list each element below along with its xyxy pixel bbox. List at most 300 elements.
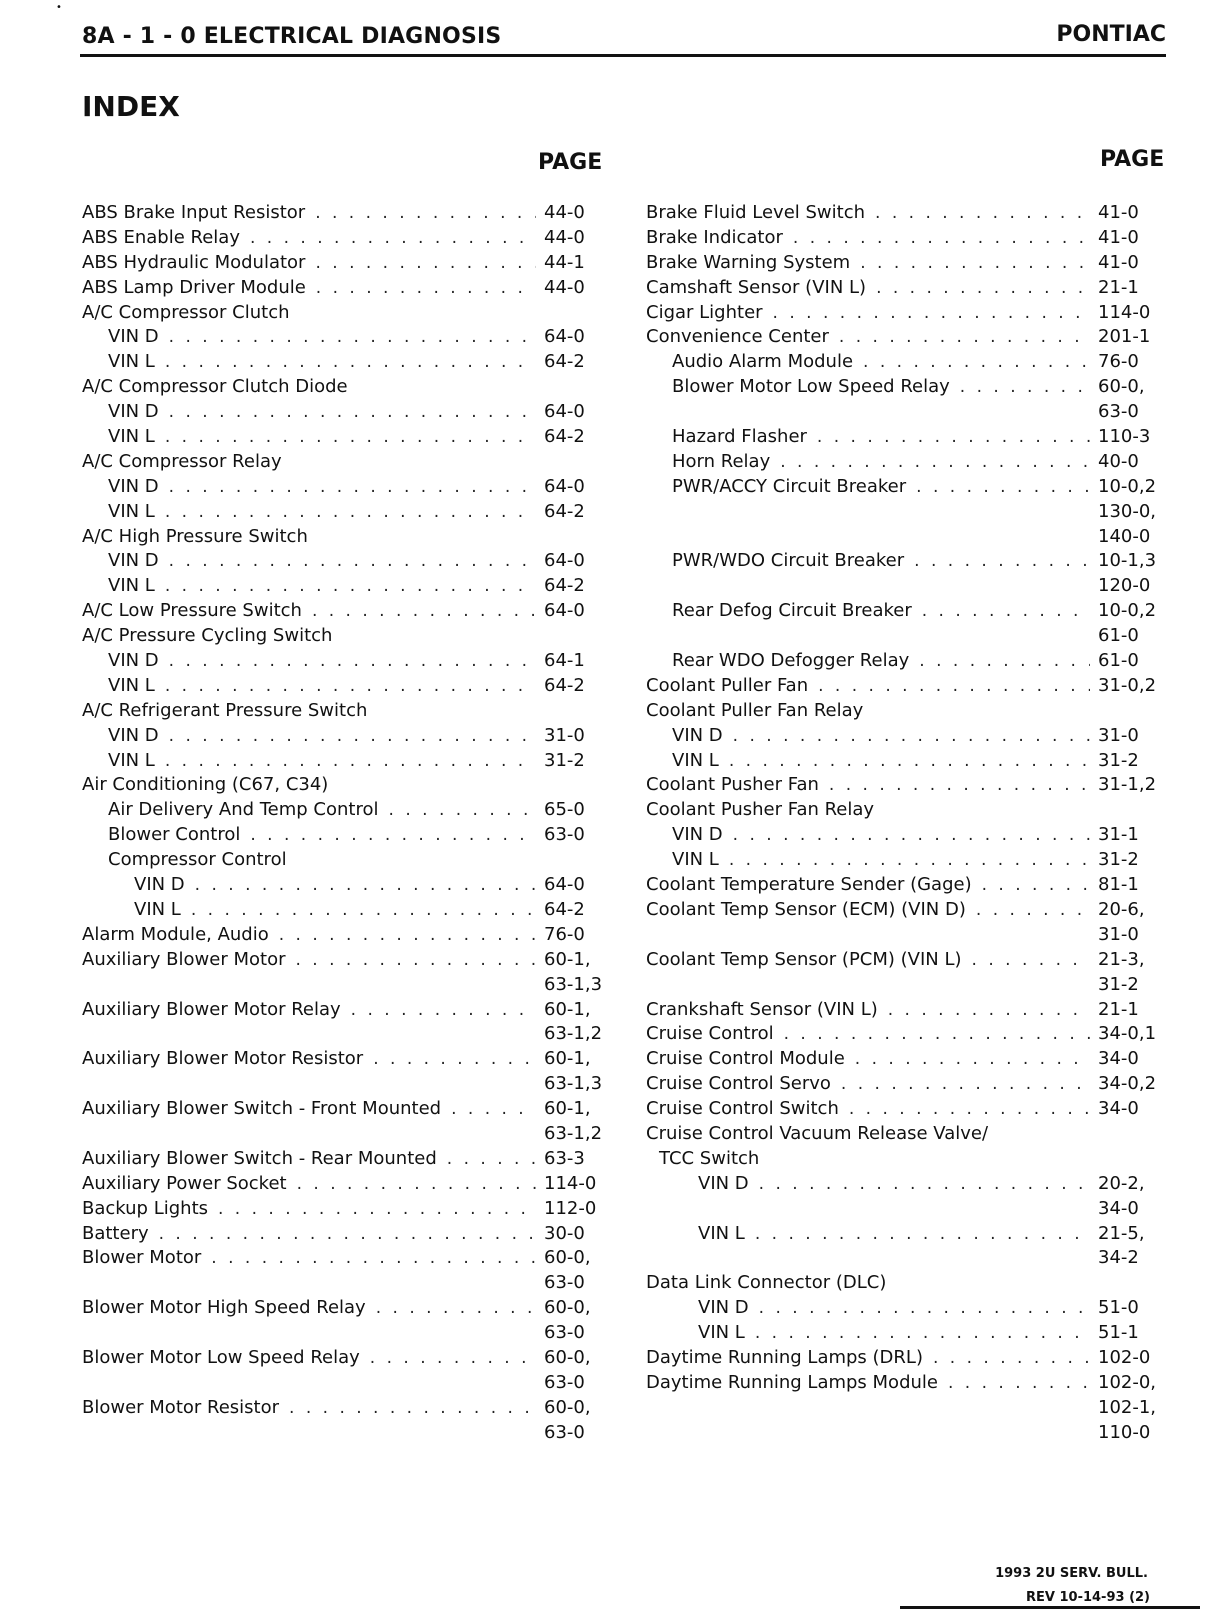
dot-leader bbox=[875, 203, 1090, 223]
entry-page: 21-1 bbox=[1098, 276, 1139, 298]
entry-page: 61-0 bbox=[1098, 625, 1139, 647]
entry-page: 34-0 bbox=[1098, 1048, 1139, 1070]
entry-label: Coolant Pusher Fan Relay bbox=[646, 799, 875, 821]
index-entry bbox=[646, 1397, 1176, 1422]
page-column-header: PAGE bbox=[1100, 147, 1165, 172]
entry-label: Blower Motor bbox=[82, 1247, 202, 1269]
index-entry bbox=[646, 924, 1176, 949]
index-entry bbox=[82, 302, 622, 327]
entry-page: 40-0 bbox=[1098, 450, 1139, 472]
entry-page: 60-1, bbox=[544, 998, 591, 1020]
entry-label: VIN D bbox=[672, 724, 723, 746]
dot-leader bbox=[169, 327, 536, 347]
entry-page: 63-0 bbox=[544, 1322, 585, 1344]
entry-page: 64-0 bbox=[544, 326, 585, 348]
entry-label: VIN D bbox=[108, 724, 159, 746]
index-entry bbox=[646, 227, 1176, 252]
dot-leader bbox=[295, 950, 536, 970]
dot-leader bbox=[914, 551, 1090, 571]
index-entry bbox=[82, 227, 622, 252]
index-entry bbox=[82, 650, 622, 675]
entry-label: VIN D bbox=[108, 475, 159, 497]
entry-page: 60-0, bbox=[544, 1396, 591, 1418]
entry-label: A/C Refrigerant Pressure Switch bbox=[82, 699, 368, 721]
entry-label: VIN L bbox=[108, 351, 155, 373]
index-entry bbox=[646, 1272, 1176, 1297]
index-entry bbox=[82, 899, 622, 924]
index-entry bbox=[646, 675, 1176, 700]
entry-page: 140-0 bbox=[1098, 525, 1151, 547]
index-entry bbox=[646, 725, 1176, 750]
dot-leader bbox=[312, 601, 536, 621]
entry-label: Blower Motor Low Speed Relay bbox=[672, 376, 950, 398]
entry-label: ABS Lamp Driver Module bbox=[82, 276, 306, 298]
index-entry bbox=[82, 202, 622, 227]
entry-label: Daytime Running Lamps (DRL) bbox=[646, 1346, 923, 1368]
entry-label: VIN D bbox=[698, 1297, 749, 1319]
dot-leader bbox=[755, 1323, 1090, 1343]
dot-leader bbox=[860, 253, 1090, 273]
index-entry bbox=[646, 451, 1176, 476]
entry-label: Compressor Control bbox=[108, 849, 287, 871]
entry-label: Auxiliary Power Socket bbox=[82, 1172, 287, 1194]
index-entry bbox=[82, 600, 622, 625]
index-entry bbox=[82, 451, 622, 476]
entry-page: 63-1,3 bbox=[544, 973, 603, 995]
index-entry bbox=[646, 351, 1176, 376]
dot-leader bbox=[849, 1099, 1090, 1119]
entry-page: 64-2 bbox=[544, 674, 585, 696]
index-entry bbox=[646, 1322, 1176, 1347]
entry-page: 64-0 bbox=[544, 550, 585, 572]
dot-leader bbox=[165, 502, 536, 522]
entry-label: Coolant Pusher Fan bbox=[646, 774, 819, 796]
entry-page: 63-1,2 bbox=[544, 1122, 603, 1144]
dot-leader bbox=[839, 327, 1090, 347]
entry-page: 63-0 bbox=[544, 824, 585, 846]
entry-label: VIN D bbox=[108, 326, 159, 348]
dot-leader bbox=[784, 1024, 1090, 1044]
entry-page: 63-1,2 bbox=[544, 1023, 603, 1045]
dot-leader bbox=[919, 651, 1090, 671]
entry-page: 112-0 bbox=[544, 1197, 597, 1219]
entry-label: Brake Indicator bbox=[646, 226, 783, 248]
index-entry bbox=[82, 799, 622, 824]
entry-page: 102-0 bbox=[1098, 1346, 1151, 1368]
dot-leader bbox=[451, 1099, 536, 1119]
index-entry bbox=[646, 625, 1176, 650]
entry-page: 64-2 bbox=[544, 575, 585, 597]
dot-leader bbox=[316, 278, 536, 298]
index-entry bbox=[82, 526, 622, 551]
entry-label: VIN D bbox=[108, 650, 159, 672]
dot-leader bbox=[780, 452, 1090, 472]
entry-page: 64-2 bbox=[544, 351, 585, 373]
entry-page: 31-1 bbox=[1098, 824, 1139, 846]
entry-label: A/C Pressure Cycling Switch bbox=[82, 625, 333, 647]
entry-page: 60-0, bbox=[544, 1346, 591, 1368]
entry-page: 60-1, bbox=[544, 948, 591, 970]
section-header: 8A - 1 - 0 ELECTRICAL DIAGNOSIS bbox=[82, 24, 502, 49]
page-column-header: PAGE bbox=[538, 150, 603, 175]
entry-label: Horn Relay bbox=[672, 450, 771, 472]
index-entry bbox=[82, 625, 622, 650]
dot-leader bbox=[218, 1199, 536, 1219]
entry-page: 10-0,2 bbox=[1098, 475, 1157, 497]
entry-label: A/C Compressor Clutch bbox=[82, 301, 290, 323]
entry-page: 114-0 bbox=[1098, 301, 1151, 323]
entry-page: 64-2 bbox=[544, 898, 585, 920]
index-entry bbox=[82, 326, 622, 351]
entry-page: 63-3 bbox=[544, 1147, 585, 1169]
index-entry bbox=[646, 1173, 1176, 1198]
index-entry bbox=[646, 1148, 1176, 1173]
dot-leader bbox=[759, 1174, 1090, 1194]
index-entry bbox=[646, 1198, 1176, 1223]
index-entry bbox=[646, 401, 1176, 426]
dot-leader bbox=[289, 1398, 536, 1418]
dot-leader bbox=[863, 352, 1090, 372]
entry-label: PWR/ACCY Circuit Breaker bbox=[672, 475, 907, 497]
dot-leader bbox=[773, 303, 1090, 323]
index-entry bbox=[82, 1397, 622, 1422]
entry-page: 60-0, bbox=[544, 1297, 591, 1319]
entry-label: A/C Compressor Clutch Diode bbox=[82, 376, 348, 398]
dot-leader bbox=[972, 950, 1090, 970]
dot-leader bbox=[297, 1174, 536, 1194]
entry-label: Cruise Control Module bbox=[646, 1048, 845, 1070]
dot-leader bbox=[195, 875, 536, 895]
dot-leader bbox=[876, 278, 1090, 298]
index-entry bbox=[82, 1372, 622, 1397]
entry-label: Cruise Control bbox=[646, 1023, 774, 1045]
index-entry bbox=[646, 974, 1176, 999]
entry-label: VIN D bbox=[108, 550, 159, 572]
dot-leader bbox=[729, 751, 1090, 771]
entry-page: 31-0 bbox=[1098, 923, 1139, 945]
entry-page: 102-0, bbox=[1098, 1371, 1157, 1393]
entry-page: 31-0 bbox=[1098, 724, 1139, 746]
entry-page: 81-1 bbox=[1098, 874, 1139, 896]
index-entry bbox=[82, 550, 622, 575]
entry-page: 44-0 bbox=[544, 226, 585, 248]
index-entry bbox=[646, 575, 1176, 600]
dot-leader bbox=[922, 601, 1090, 621]
entry-page: 65-0 bbox=[544, 799, 585, 821]
index-entry bbox=[82, 376, 622, 401]
index-entry bbox=[82, 824, 622, 849]
dot-leader bbox=[165, 576, 536, 596]
dot-leader bbox=[376, 1298, 536, 1318]
dot-leader bbox=[948, 1373, 1090, 1393]
entry-label: Crankshaft Sensor (VIN L) bbox=[646, 998, 878, 1020]
dot-leader bbox=[211, 1248, 536, 1268]
entry-page: 21-3, bbox=[1098, 948, 1145, 970]
index-entry bbox=[82, 849, 622, 874]
entry-page: 41-0 bbox=[1098, 202, 1139, 223]
entry-label: Blower Motor Low Speed Relay bbox=[82, 1346, 360, 1368]
entry-page: 34-2 bbox=[1098, 1247, 1139, 1269]
dot-leader bbox=[279, 925, 536, 945]
dot-leader bbox=[960, 377, 1090, 397]
index-entry bbox=[646, 252, 1176, 277]
entry-page: 31-0,2 bbox=[1098, 674, 1157, 696]
index-entry bbox=[82, 501, 622, 526]
index-entry bbox=[646, 1123, 1176, 1148]
dot-leader bbox=[169, 402, 536, 422]
entry-label: VIN L bbox=[108, 674, 155, 696]
index-entry bbox=[646, 326, 1176, 351]
index-entry bbox=[646, 949, 1176, 974]
index-entry bbox=[82, 1322, 622, 1347]
entry-page: 63-0 bbox=[544, 1272, 585, 1294]
entry-page: 20-2, bbox=[1098, 1172, 1145, 1194]
index-entry bbox=[82, 700, 622, 725]
scan-mark: • bbox=[56, 2, 62, 13]
entry-page: 64-1 bbox=[544, 650, 585, 672]
dot-leader bbox=[447, 1149, 536, 1169]
entry-page: 30-0 bbox=[544, 1222, 585, 1244]
index-entry bbox=[646, 650, 1176, 675]
index-entry bbox=[646, 999, 1176, 1024]
entry-page: 34-0,1 bbox=[1098, 1023, 1157, 1045]
dot-leader bbox=[169, 551, 536, 571]
index-entry bbox=[646, 1247, 1176, 1272]
entry-page: 10-0,2 bbox=[1098, 600, 1157, 622]
index-entry bbox=[646, 1297, 1176, 1322]
entry-label: VIN L bbox=[108, 500, 155, 522]
brand-header: PONTIAC bbox=[1056, 22, 1166, 47]
entry-label: ABS Brake Input Resistor bbox=[82, 202, 306, 223]
entry-page: 61-0 bbox=[1098, 650, 1139, 672]
dot-leader bbox=[733, 825, 1090, 845]
dot-leader bbox=[169, 726, 536, 746]
dot-leader bbox=[755, 1224, 1090, 1244]
entry-page: 20-6, bbox=[1098, 898, 1145, 920]
dot-leader bbox=[373, 1049, 536, 1069]
index-list-left bbox=[82, 202, 622, 1447]
entry-page: 63-0 bbox=[544, 1371, 585, 1393]
dot-leader bbox=[250, 228, 536, 248]
index-entry bbox=[82, 1123, 622, 1148]
entry-label: Audio Alarm Module bbox=[672, 351, 854, 373]
entry-label: PWR/WDO Circuit Breaker bbox=[672, 550, 905, 572]
entry-label: Backup Lights bbox=[82, 1197, 208, 1219]
index-entry bbox=[82, 1073, 622, 1098]
entry-page: 31-0 bbox=[544, 724, 585, 746]
index-entry bbox=[82, 974, 622, 999]
entry-page: 114-0 bbox=[544, 1172, 597, 1194]
index-entry bbox=[646, 849, 1176, 874]
index-entry bbox=[82, 949, 622, 974]
entry-label: Coolant Puller Fan Relay bbox=[646, 699, 864, 721]
entry-label: Auxiliary Blower Motor Relay bbox=[82, 998, 341, 1020]
entry-label: A/C High Pressure Switch bbox=[82, 525, 308, 547]
dot-leader bbox=[389, 800, 536, 820]
entry-page: 60-0, bbox=[1098, 376, 1145, 398]
entry-page: 34-0,2 bbox=[1098, 1073, 1157, 1095]
entry-label: VIN L bbox=[134, 898, 181, 920]
entry-label: Coolant Temp Sensor (PCM) (VIN L) bbox=[646, 948, 962, 970]
index-entry bbox=[646, 600, 1176, 625]
entry-label: Auxiliary Blower Switch - Rear Mounted bbox=[82, 1147, 437, 1169]
index-entry bbox=[82, 999, 622, 1024]
dot-leader bbox=[315, 253, 536, 273]
entry-label: VIN L bbox=[698, 1322, 745, 1344]
entry-label: Daytime Running Lamps Module bbox=[646, 1371, 938, 1393]
index-entry bbox=[82, 1297, 622, 1322]
entry-page: 64-0 bbox=[544, 475, 585, 497]
dot-leader bbox=[165, 751, 536, 771]
entry-page: 34-0 bbox=[1098, 1197, 1139, 1219]
dot-leader bbox=[855, 1049, 1090, 1069]
index-entry bbox=[82, 1173, 622, 1198]
index-entry bbox=[82, 725, 622, 750]
entry-page: 51-1 bbox=[1098, 1322, 1139, 1344]
index-entry bbox=[646, 1048, 1176, 1073]
entry-label: Blower Motor Resistor bbox=[82, 1396, 280, 1418]
entry-label: Rear WDO Defogger Relay bbox=[672, 650, 910, 672]
dot-leader bbox=[829, 775, 1090, 795]
entry-label: Air Delivery And Temp Control bbox=[108, 799, 379, 821]
index-entry bbox=[646, 700, 1176, 725]
dot-leader bbox=[888, 1000, 1090, 1020]
index-entry bbox=[646, 302, 1176, 327]
entry-label: VIN D bbox=[134, 874, 185, 896]
entry-label: Cruise Control Switch bbox=[646, 1098, 839, 1120]
index-entry bbox=[646, 799, 1176, 824]
index-entry bbox=[646, 476, 1176, 501]
entry-label: A/C Low Pressure Switch bbox=[82, 600, 302, 622]
entry-page: 63-0 bbox=[544, 1421, 585, 1443]
entry-page: 41-0 bbox=[1098, 251, 1139, 273]
entry-label: A/C Compressor Relay bbox=[82, 450, 282, 472]
entry-label: TCC Switch bbox=[659, 1147, 760, 1169]
dot-leader bbox=[759, 1298, 1090, 1318]
entry-page: 64-0 bbox=[544, 600, 585, 622]
index-entry bbox=[646, 526, 1176, 551]
entry-page: 31-2 bbox=[544, 749, 585, 771]
entry-page: 63-1,3 bbox=[544, 1073, 603, 1095]
dot-leader bbox=[793, 228, 1090, 248]
index-entry bbox=[646, 1023, 1176, 1048]
entry-page: 102-1, bbox=[1098, 1396, 1157, 1418]
entry-label: Brake Fluid Level Switch bbox=[646, 202, 866, 223]
index-entry bbox=[646, 501, 1176, 526]
index-entry bbox=[82, 1198, 622, 1223]
dot-leader bbox=[250, 825, 536, 845]
entry-label: VIN L bbox=[672, 849, 719, 871]
entry-label: Cruise Control Servo bbox=[646, 1073, 831, 1095]
entry-label: ABS Enable Relay bbox=[82, 226, 240, 248]
index-entry bbox=[646, 1223, 1176, 1248]
index-entry bbox=[82, 575, 622, 600]
index-entry bbox=[646, 1422, 1176, 1447]
index-entry bbox=[646, 426, 1176, 451]
entry-label: Rear Defog Circuit Breaker bbox=[672, 600, 912, 622]
dot-leader bbox=[169, 477, 536, 497]
header-rule bbox=[80, 54, 1166, 57]
index-entry bbox=[646, 750, 1176, 775]
dot-leader bbox=[351, 1000, 536, 1020]
entry-page: 76-0 bbox=[544, 923, 585, 945]
index-entry bbox=[82, 675, 622, 700]
index-entry bbox=[646, 202, 1176, 227]
dot-leader bbox=[733, 726, 1090, 746]
revision-label: REV 10-14-93 (2) bbox=[1026, 1590, 1150, 1605]
index-entry bbox=[646, 1098, 1176, 1123]
entry-label: Air Conditioning (C67, C34) bbox=[82, 774, 329, 796]
index-entry bbox=[82, 401, 622, 426]
dot-leader bbox=[315, 203, 536, 223]
index-entry bbox=[646, 899, 1176, 924]
dot-leader bbox=[976, 900, 1090, 920]
entry-page: 64-0 bbox=[544, 874, 585, 896]
dot-leader bbox=[818, 676, 1090, 696]
entry-label: Brake Warning System bbox=[646, 251, 851, 273]
footer-rule bbox=[900, 1606, 1200, 1609]
entry-label: Camshaft Sensor (VIN L) bbox=[646, 276, 867, 298]
entry-page: 60-1, bbox=[544, 1048, 591, 1070]
entry-page: 64-2 bbox=[544, 426, 585, 448]
entry-page: 60-0, bbox=[544, 1247, 591, 1269]
entry-page: 31-2 bbox=[1098, 749, 1139, 771]
entry-label: Auxiliary Blower Motor Resistor bbox=[82, 1048, 364, 1070]
index-entry bbox=[82, 1272, 622, 1297]
entry-label: VIN D bbox=[698, 1172, 749, 1194]
index-list-right bbox=[646, 202, 1176, 1447]
entry-label: Coolant Puller Fan bbox=[646, 674, 809, 696]
index-entry bbox=[82, 277, 622, 302]
dot-leader bbox=[982, 875, 1090, 895]
index-entry bbox=[82, 1223, 622, 1248]
entry-label: Cigar Lighter bbox=[646, 301, 763, 323]
entry-label: Coolant Temp Sensor (ECM) (VIN D) bbox=[646, 898, 966, 920]
index-entry bbox=[646, 1347, 1176, 1372]
dot-leader bbox=[817, 427, 1090, 447]
index-entry bbox=[82, 1023, 622, 1048]
dot-leader bbox=[165, 427, 536, 447]
index-entry bbox=[646, 550, 1176, 575]
entry-page: 41-0 bbox=[1098, 226, 1139, 248]
index-entry bbox=[646, 1073, 1176, 1098]
entry-page: 64-0 bbox=[544, 401, 585, 423]
entry-label: VIN L bbox=[672, 749, 719, 771]
dot-leader bbox=[169, 651, 536, 671]
entry-label: Hazard Flasher bbox=[672, 426, 807, 448]
entry-page: 63-0 bbox=[1098, 401, 1139, 423]
entry-page: 31-2 bbox=[1098, 849, 1139, 871]
entry-page: 60-1, bbox=[544, 1098, 591, 1120]
index-entry bbox=[82, 1098, 622, 1123]
entry-page: 31-1,2 bbox=[1098, 774, 1157, 796]
index-entry bbox=[82, 426, 622, 451]
index-entry bbox=[646, 824, 1176, 849]
entry-page: 10-1,3 bbox=[1098, 550, 1157, 572]
entry-page: 21-1 bbox=[1098, 998, 1139, 1020]
entry-label: VIN D bbox=[672, 824, 723, 846]
entry-page: 44-1 bbox=[544, 251, 585, 273]
entry-label: Blower Control bbox=[108, 824, 241, 846]
dot-leader bbox=[370, 1348, 536, 1368]
entry-page: 110-3 bbox=[1098, 426, 1151, 448]
index-entry bbox=[646, 376, 1176, 401]
entry-page: 76-0 bbox=[1098, 351, 1139, 373]
dot-leader bbox=[933, 1348, 1090, 1368]
entry-page: 51-0 bbox=[1098, 1297, 1139, 1319]
entry-label: Auxiliary Blower Motor bbox=[82, 948, 286, 970]
index-entry bbox=[82, 351, 622, 376]
